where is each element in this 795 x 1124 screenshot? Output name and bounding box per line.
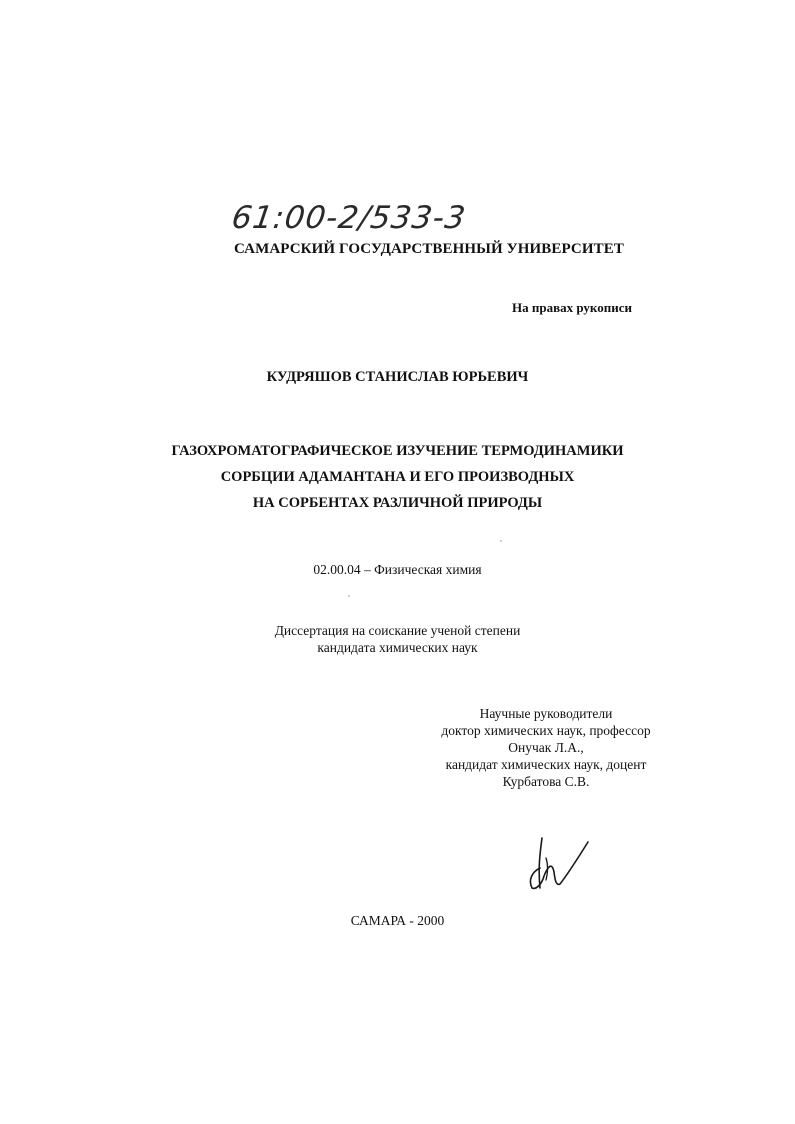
archive-code-handwritten: 61:00-2/533-3 [229, 200, 469, 236]
city-year: САМАРА - 2000 [350, 913, 445, 928]
dissertation-title [0, 438, 795, 516]
scan-speck [500, 540, 502, 542]
scan-speck [348, 595, 350, 597]
supervisors-line: кандидат химических наук, доцент [445, 757, 647, 772]
supervisors-line: Курбатова С.В. [502, 774, 590, 789]
university-name: САМАРСКИЙ ГОСУДАРСТВЕННЫЙ УНИВЕРСИТЕТ [234, 241, 624, 257]
degree-statement [0, 622, 795, 656]
signature [518, 828, 593, 896]
degree-line: кандидата химических наук [317, 640, 478, 655]
author-name: КУДРЯШОВ СТАНИСЛАВ ЮРЬЕВИЧ [266, 369, 529, 385]
specialty-code: 02.00.04 – Физическая химия [313, 562, 482, 577]
rights-note: На правах рукописи [512, 300, 632, 315]
supervisors-line: Онучак Л.А., [508, 740, 584, 755]
supervisors-line: Научные руководители [479, 706, 613, 721]
title-line: ГАЗОХРОМАТОГРАФИЧЕСКОЕ ИЗУЧЕНИЕ ТЕРМОДИНАМИКИ [171, 443, 624, 459]
degree-line: Диссертация на соискание ученой степени [274, 623, 521, 638]
supervisors-line: доктор химических наук, профессор [441, 723, 651, 738]
title-line: СОРБЦИИ АДАМАНТАНА И ЕГО ПРОИЗВОДНЫХ [220, 469, 575, 485]
title-line: НА СОРБЕНТАХ РАЗЛИЧНОЙ ПРИРОДЫ [252, 495, 543, 511]
supervisors-block [430, 705, 662, 790]
